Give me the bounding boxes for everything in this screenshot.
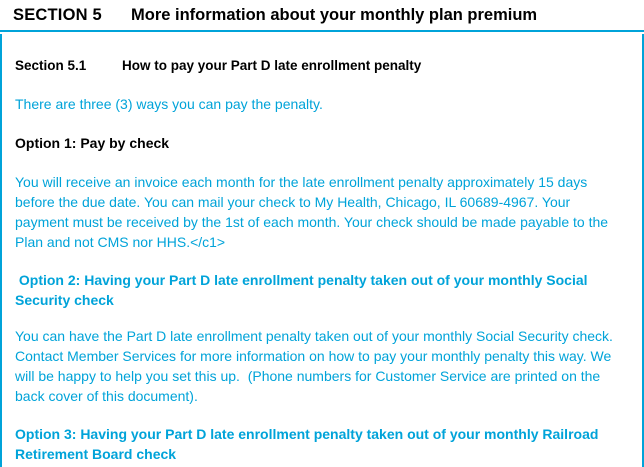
subsection-title: How to pay your Part D late enrollment penalty <box>122 58 422 73</box>
section-title: More information about your monthly plan premium <box>131 5 538 24</box>
option3-heading: Option 3: Having your Part D late enrollment penalty taken out of your monthly Railroad Retirement Board check <box>15 426 599 462</box>
subsection-number: Section 5.1 <box>15 58 87 73</box>
intro-text: There are three (3) ways you can pay the penalty. <box>15 96 323 112</box>
subsection-header <box>15 58 421 73</box>
section-number: SECTION 5 <box>13 5 102 24</box>
option1-body: You will receive an invoice each month for the late enrollment penalty approximately 15 days before the due date. You can mail your check to My Health, Chicago, IL 60689-4967. Your payment must be received by the 1st of each month. Your check should be made payable to the Plan and not CMS nor HHS.</c1> <box>15 174 609 250</box>
option2-heading: Option 2: Having your Part D late enrollment penalty taken out of your monthly Social Security check <box>15 272 592 308</box>
section-header <box>0 0 644 32</box>
option1-heading: Option 1: Pay by check <box>15 135 170 151</box>
section-content <box>0 34 644 467</box>
option2-body: You can have the Part D late enrollment penalty taken out of your monthly Social Security check. Contact Member Services for more information on how to pay your monthly penalty this way. We will be happy to help you set this up. (Phone numbers for Customer Service are printed on the back cover of this document). <box>15 328 617 404</box>
